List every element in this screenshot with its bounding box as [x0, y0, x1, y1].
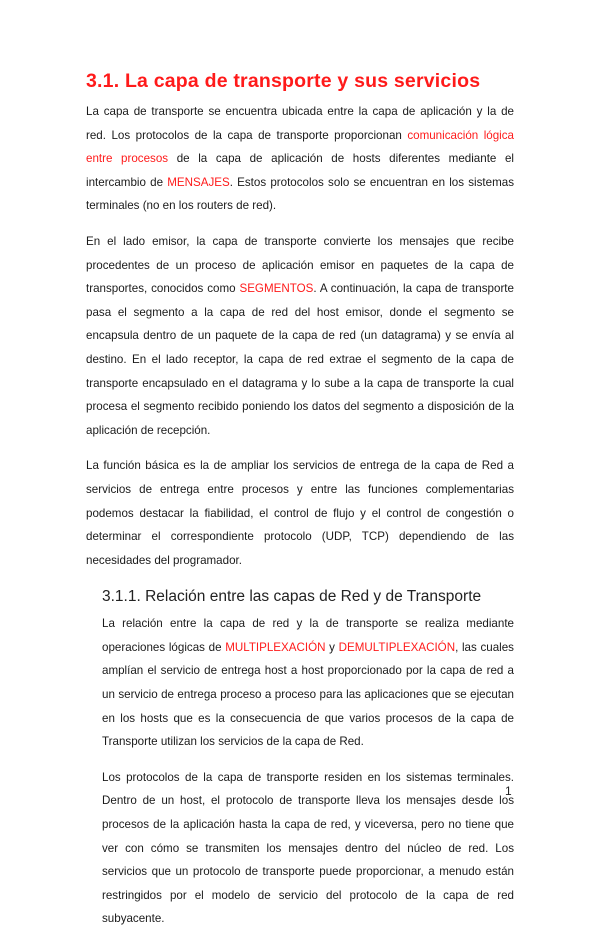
- paragraph-3: La función básica es la de ampliar los servicios de entrega de la capa de Red a servicios de entrega entre procesos y entre las funciones complementarias podemos destacar la fiabilidad, el control de flujo y el control de congestión o determinar el correspondiente protocolo (UDP, TCP) dependiendo de las necesidades del programador.: [86, 459, 514, 567]
- paragraph-5: Los protocolos de la capa de transporte residen en los sistemas terminales. Dentro de un host, el protocolo de transporte lleva los mensajes desde los procesos de la aplicación hasta la capa de red, y viceversa, pero no tiene que ver con cómo se transmiten los mensajes dentro del núcleo de red. Los servicios que un protocolo de transporte puede proporcionar, a menudo están restringidos por el modelo de servicio del protocolo de la capa de red subyacente.: [102, 770, 514, 926]
- paragraph-1: [86, 100, 514, 218]
- highlight-text: comunicación lógica entre procesos: [86, 128, 514, 166]
- text: . A continuación, la capa de transporte pasa el segmento a la capa de red del host emisor, donde el segmento se encapsula dentro de un paquete de la capa de red (un datagrama) y se envía al destino. En el lado receptor, la capa de red extrae el segmento de la capa de transporte encapsulado en el datagrama y lo sube a la capa de transporte la cual procesa el segmento recibido poniendo los datos del segmento a disposición de la aplicación de recepción.: [86, 282, 514, 437]
- document-page: [86, 66, 514, 943]
- highlight-text: MENSAJES: [167, 175, 230, 189]
- text: de la capa de aplicación de hosts diferentes mediante el intercambio de: [86, 152, 514, 189]
- text: . Estos protocolos solo se encuentran en los sistemas terminales (no en los routers de red).: [86, 175, 514, 213]
- text: y: [325, 640, 339, 654]
- paragraph-4: [102, 612, 514, 754]
- text: En el lado emisor, la capa de transporte convierte los mensajes que recibe procedentes de un proceso de aplicación emisor en paquetes de la capa de transportes, conocidos como: [86, 234, 514, 296]
- text: La relación entre la capa de red y la de transporte se realiza mediante operaciones lógicas de: [102, 617, 514, 654]
- text: , las cuales amplían el servicio de entrega host a host proporcionado por la capa de red a un servicio de entrega proceso a proceso para las aplicaciones que se ejecutan en los hosts que es la consecuencia de que varios procesos de la capa de Transporte utilizan los servicios de la capa de Red.: [102, 640, 514, 749]
- page-number: 1: [505, 784, 512, 798]
- highlight-text: DEMULTIPLEXACIÓN: [338, 640, 456, 654]
- text: La capa de transporte se encuentra ubicada entre la capa de aplicación y la de red. Los protocolos de la capa de transporte proporcionan: [86, 105, 514, 142]
- highlight-text: SEGMENTOS: [239, 282, 314, 296]
- subsection-title: 3.1.1. Relación entre las capas de Red y de Transporte: [102, 588, 482, 606]
- section-title: 3.1. La capa de transporte y sus servicios: [86, 70, 481, 92]
- paragraph-2: [86, 230, 514, 442]
- highlight-text: MULTIPLEXACIÓN: [225, 640, 326, 654]
